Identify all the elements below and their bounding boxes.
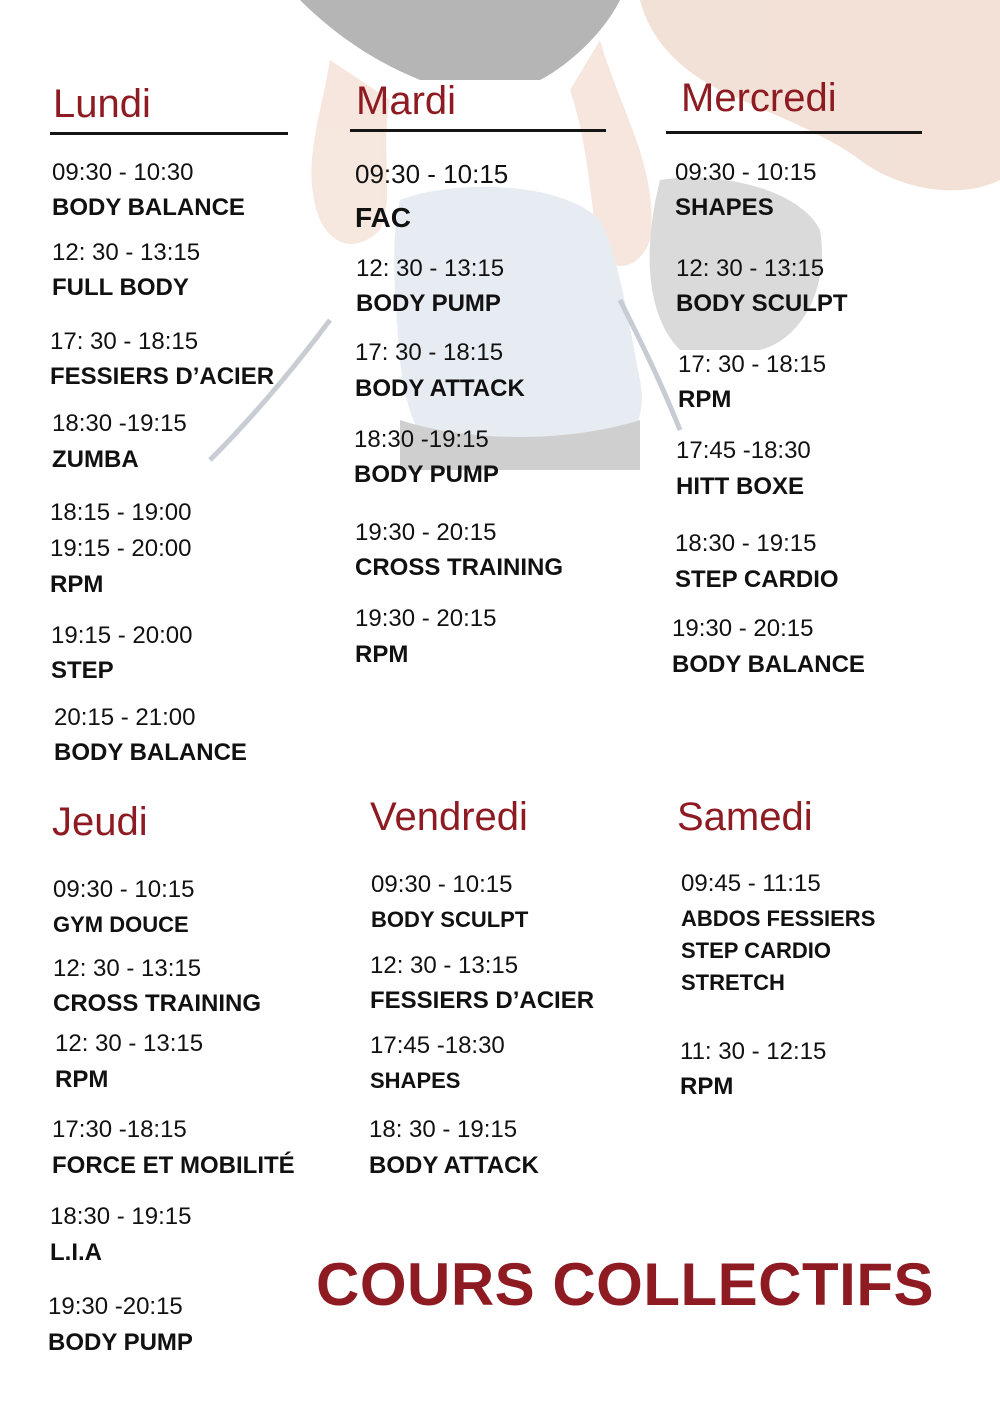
class-name: BODY BALANCE (52, 194, 245, 221)
session-time: 19:15 - 20:00 (50, 535, 192, 562)
session-time: 18:30 -19:15 (52, 410, 187, 437)
session-time: 12: 30 - 13:15 (55, 1030, 204, 1057)
class-name: BODY BALANCE (672, 651, 865, 678)
session-time: 18:30 -19:15 (354, 426, 489, 453)
session-time: 17: 30 - 18:15 (50, 328, 199, 355)
session-time: 09:30 - 10:15 (53, 876, 195, 903)
day-title-lundi: Lundi (53, 82, 151, 126)
class-name: RPM (678, 386, 732, 413)
session-time: 12: 30 - 13:15 (356, 255, 505, 282)
session-time: 09:30 - 10:15 (355, 159, 509, 189)
page-title: COURS COLLECTIFS (316, 1251, 934, 1318)
session-time: 19:30 -20:15 (48, 1293, 183, 1320)
class-name: FESSIERS D’ACIER (370, 987, 595, 1014)
class-name: CROSS TRAINING (53, 990, 262, 1017)
class-name: RPM (680, 1073, 734, 1100)
day-title-jeudi: Jeudi (52, 800, 148, 844)
session-time: 19:30 - 20:15 (672, 615, 814, 642)
session-time: 20:15 - 21:00 (54, 704, 196, 731)
class-name: BODY SCULPT (371, 907, 529, 932)
class-name: RPM (50, 571, 104, 598)
class-name: BODY ATTACK (369, 1152, 539, 1179)
session-time: 09:45 - 11:15 (681, 870, 821, 897)
session-time: 17:45 -18:30 (676, 437, 811, 464)
divider (666, 131, 922, 134)
class-name: BODY BALANCE (54, 739, 247, 766)
divider (350, 129, 606, 132)
class-name: FESSIERS D’ACIER (50, 363, 275, 390)
class-name: BODY ATTACK (355, 375, 525, 402)
session-time: 17:45 -18:30 (370, 1032, 505, 1059)
class-name: RPM (55, 1066, 109, 1093)
day-title-samedi: Samedi (677, 795, 813, 839)
class-name: GYM DOUCE (53, 912, 189, 937)
session-time: 18:30 - 19:15 (50, 1203, 192, 1230)
class-name: FAC (355, 202, 411, 233)
class-name: RPM (355, 641, 409, 668)
session-time: 12: 30 - 13:15 (52, 239, 201, 266)
session-time: 11: 30 - 12:15 (680, 1038, 827, 1065)
session-time: 12: 30 - 13:15 (370, 952, 519, 979)
class-name: SHAPES (675, 194, 774, 221)
day-title-vendredi: Vendredi (370, 795, 528, 839)
class-name: BODY PUMP (354, 461, 499, 488)
class-name: FULL BODY (52, 274, 189, 301)
day-title-mardi: Mardi (356, 79, 457, 123)
session-time: 19:30 - 20:15 (355, 519, 497, 546)
class-name: STEP (51, 657, 114, 684)
class-name: STRETCH (681, 970, 785, 995)
class-name: ZUMBA (52, 446, 139, 473)
divider (50, 132, 288, 135)
class-name: CROSS TRAINING (355, 554, 564, 581)
class-name: STEP CARDIO (681, 938, 831, 963)
class-name: BODY SCULPT (676, 290, 848, 317)
session-time: 12: 30 - 13:15 (53, 955, 202, 982)
session-time: 18:15 - 19:00 (50, 499, 192, 526)
class-name: HITT BOXE (676, 473, 805, 500)
session-time: 09:30 - 10:15 (675, 159, 817, 186)
class-name: FORCE ET MOBILITÉ (52, 1152, 295, 1179)
day-title-mercredi: Mercredi (681, 76, 837, 120)
session-time: 19:15 - 20:00 (51, 622, 193, 649)
class-name: SHAPES (370, 1068, 461, 1093)
session-time: 18:30 - 19:15 (675, 530, 817, 557)
session-time: 18: 30 - 19:15 (369, 1116, 518, 1143)
session-time: 12: 30 - 13:15 (676, 255, 825, 282)
session-time: 09:30 - 10:15 (371, 871, 513, 898)
class-name: L.I.A (50, 1239, 102, 1266)
class-name: BODY PUMP (356, 290, 501, 317)
class-name: STEP CARDIO (675, 566, 839, 593)
session-time: 19:30 - 20:15 (355, 605, 497, 632)
session-time: 09:30 - 10:30 (52, 159, 194, 186)
class-name: BODY PUMP (48, 1329, 193, 1356)
session-time: 17: 30 - 18:15 (678, 351, 827, 378)
class-name: ABDOS FESSIERS (681, 906, 876, 931)
session-time: 17:30 -18:15 (52, 1116, 187, 1143)
session-time: 17: 30 - 18:15 (355, 339, 504, 366)
